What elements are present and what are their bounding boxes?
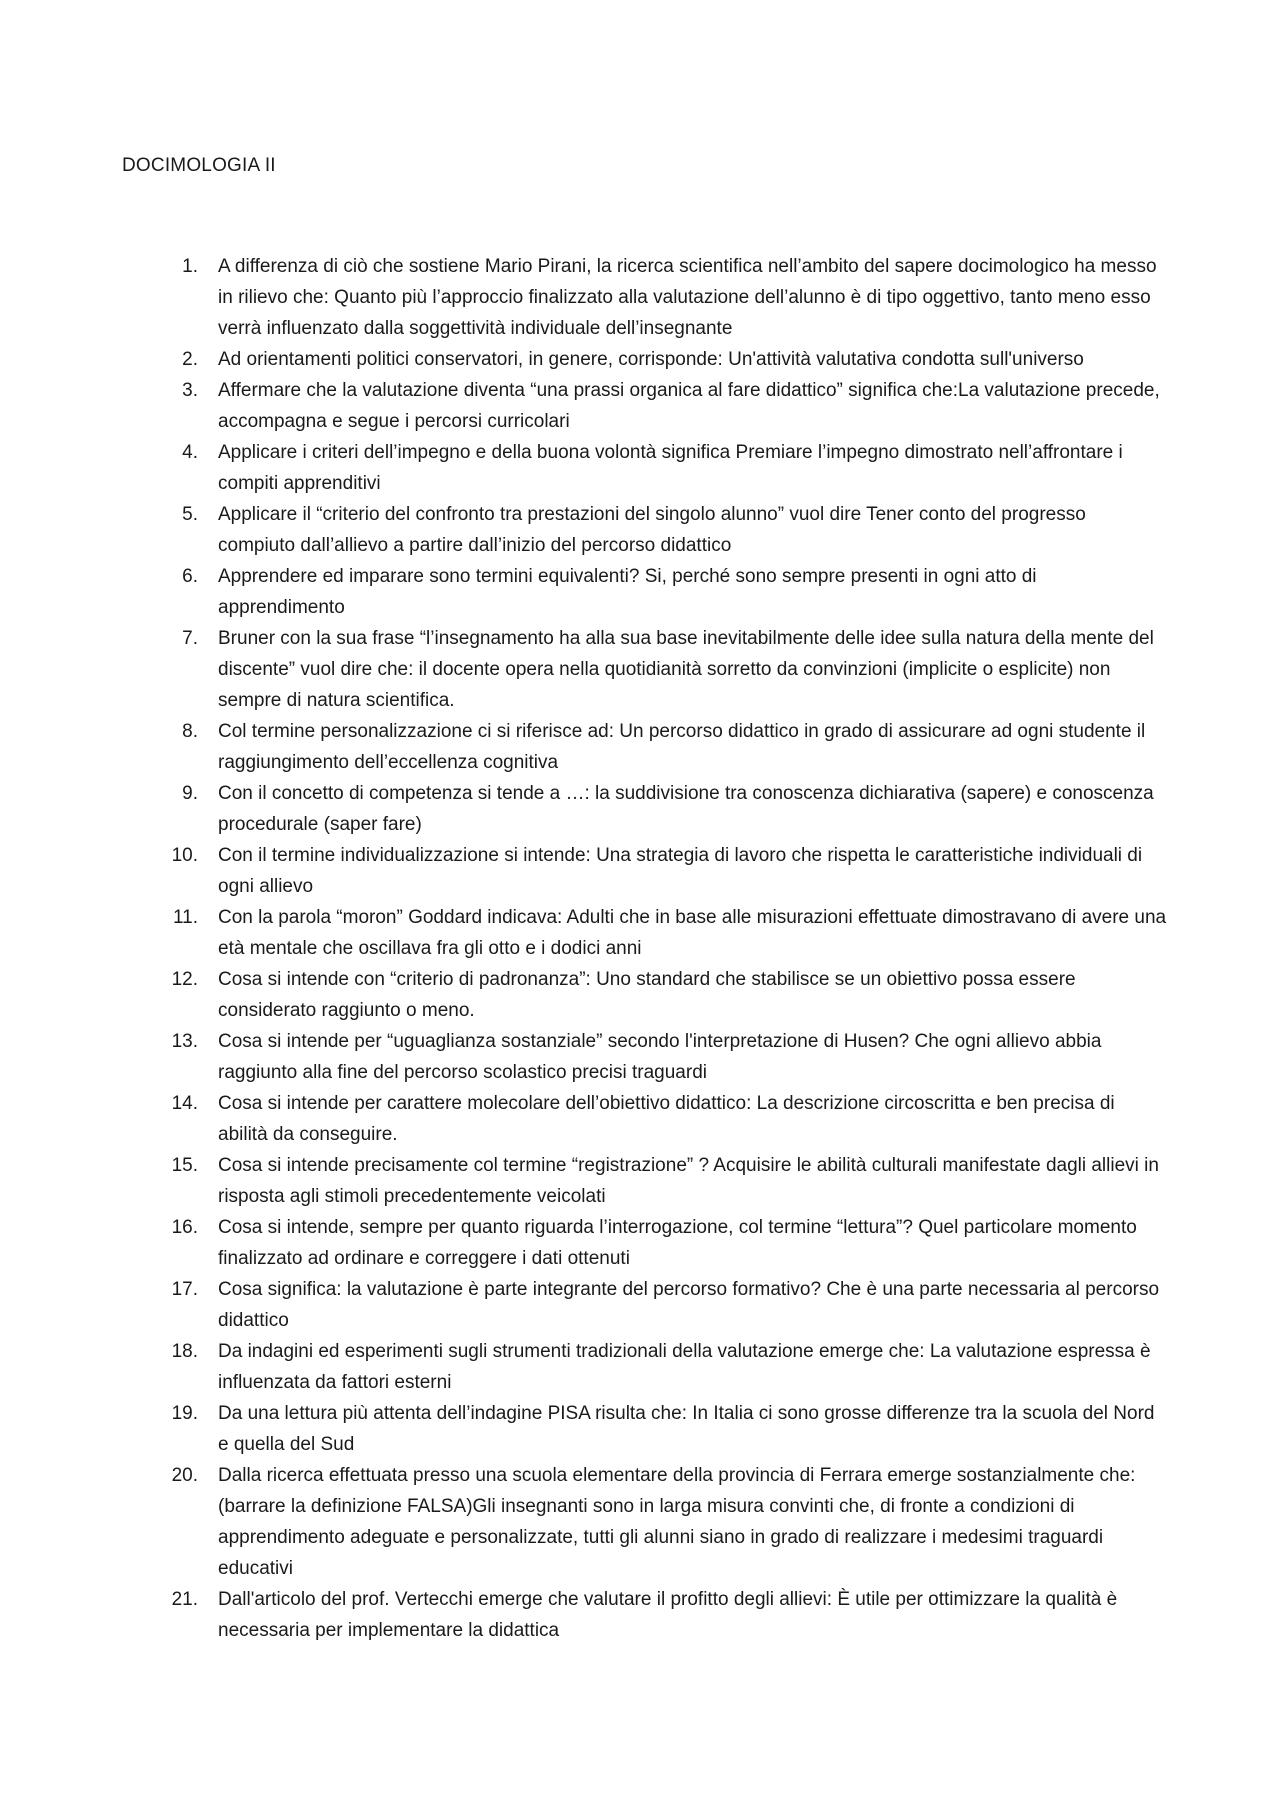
item-text: Cosa si intende con “criterio di padronanza”: Uno standard che stabilisce se un obiettivo possa essere considerato raggiunto o meno.: [218, 969, 1076, 1021]
item-number: 14.: [171, 1093, 198, 1114]
item-number: 18.: [171, 1341, 198, 1362]
item-number: 12.: [171, 969, 198, 990]
item-text: Applicare il “criterio del confronto tra prestazioni del singolo alunno” vuol dire Tener conto del progresso compiuto dall’allievo a partire dall’inizio del percorso didattico: [218, 504, 1086, 556]
item-number: 19.: [171, 1403, 198, 1424]
question-answer-list: [122, 251, 1167, 1646]
list-item: [122, 1336, 1167, 1398]
item-text: Cosa si intende per “uguaglianza sostanziale” secondo l'interpretazione di Husen? Che ogni allievo abbia raggiunto alla fine del percorso scolastico precisi traguardi: [218, 1031, 1102, 1083]
list-item: [122, 1274, 1167, 1336]
list-item: [122, 1088, 1167, 1150]
list-item: [122, 499, 1167, 561]
item-number: 15.: [171, 1155, 198, 1176]
item-text: Bruner con la sua frase “l’insegnamento ha alla sua base inevitabilmente delle idee sulla natura della mente del discente” vuol dire che: il docente opera nella quotidianità sorretto da convinzioni (implicite o esplicite) non sempre di natura scientifica.: [218, 628, 1154, 711]
item-number: 6.: [182, 566, 198, 587]
list-item: [122, 840, 1167, 902]
item-text: Da indagini ed esperimenti sugli strumenti tradizionali della valutazione emerge che: La valutazione espressa è influenzata da fattori esterni: [218, 1341, 1151, 1393]
item-number: 21.: [171, 1589, 198, 1610]
item-text: Con il concetto di competenza si tende a …: la suddivisione tra conoscenza dichiarativa (sapere) e conoscenza procedurale (saper fare): [218, 783, 1154, 835]
document-title: DOCIMOLOGIA II: [122, 155, 276, 176]
list-item: [122, 1150, 1167, 1212]
list-item: [122, 561, 1167, 623]
list-item: [122, 437, 1167, 499]
list-item: [122, 902, 1167, 964]
item-text: Apprendere ed imparare sono termini equivalenti? Si, perché sono sempre presenti in ogni atto di apprendimento: [218, 566, 1037, 618]
list-item: [122, 1026, 1167, 1088]
item-text: Cosa si intende, sempre per quanto riguarda l’interrogazione, col termine “lettura”? Quel particolare momento finalizzato ad ordinare e correggere i dati ottenuti: [218, 1217, 1137, 1269]
item-text: Dalla ricerca effettuata presso una scuola elementare della provincia di Ferrara emerge sostanzialmente che: (barrare la definizione FALSA)Gli insegnanti sono in larga misura convinti che, di fronte a condizioni di apprendimento adeguate e personalizzate, tutti gli alunni siano in grado di realizzare i medesimi traguardi educativi: [218, 1465, 1136, 1579]
item-text: Dall'articolo del prof. Vertecchi emerge che valutare il profitto degli allievi: È utile per ottimizzare la qualità è necessaria per implementare la didattica: [218, 1589, 1118, 1641]
list-item: [122, 964, 1167, 1026]
item-number: 2.: [182, 349, 198, 370]
list-item: [122, 716, 1167, 778]
item-number: 10.: [171, 845, 198, 866]
item-number: 20.: [171, 1465, 198, 1486]
item-text: A differenza di ciò che sostiene Mario Pirani, la ricerca scientifica nell’ambito del sapere docimologico ha messo in rilievo che: Quanto più l’approccio finalizzato alla valutazione dell’alunno è di tipo oggettivo, tanto meno esso verrà influenzato dalla soggettività individuale dell’insegnante: [218, 256, 1157, 339]
item-text: Cosa si intende precisamente col termine “registrazione” ? Acquisire le abilità culturali manifestate dagli allievi in risposta agli stimoli precedentemente veicolati: [218, 1155, 1159, 1207]
item-number: 5.: [182, 504, 198, 525]
item-number: 9.: [182, 783, 198, 804]
item-text: Applicare i criteri dell’impegno e della buona volontà significa Premiare l’impegno dimostrato nell’affrontare i compiti apprenditivi: [218, 442, 1123, 494]
list-item: [122, 778, 1167, 840]
item-text: Affermare che la valutazione diventa “una prassi organica al fare didattico” significa che:La valutazione precede, accompagna e segue i percorsi curricolari: [218, 380, 1160, 432]
item-number: 17.: [171, 1279, 198, 1300]
list-item: [122, 1460, 1167, 1584]
item-number: 1.: [182, 256, 198, 277]
list-item: [122, 251, 1167, 344]
list-item: [122, 1584, 1167, 1646]
item-text: Con il termine individualizzazione si intende: Una strategia di lavoro che rispetta le caratteristiche individuali di ogni allievo: [218, 845, 1143, 897]
list-item: [122, 344, 1167, 375]
item-text: Da una lettura più attenta dell’indagine PISA risulta che: In Italia ci sono grosse differenze tra la scuola del Nord e quella del Sud: [218, 1403, 1155, 1455]
item-number: 16.: [171, 1217, 198, 1238]
item-text: Col termine personalizzazione ci si riferisce ad: Un percorso didattico in grado di assicurare ad ogni studente il raggiungimento dell’eccellenza cognitiva: [218, 721, 1146, 773]
item-number: 8.: [182, 721, 198, 742]
list-item: [122, 623, 1167, 716]
list-item: [122, 1212, 1167, 1274]
item-text: Ad orientamenti politici conservatori, in genere, corrisponde: Un'attività valutativa condotta sull'universo: [218, 349, 1084, 370]
item-text: Cosa significa: la valutazione è parte integrante del percorso formativo? Che è una parte necessaria al percorso didattico: [218, 1279, 1160, 1331]
list-item: [122, 375, 1167, 437]
item-number: 11.: [172, 907, 198, 928]
item-text: Cosa si intende per carattere molecolare dell’obiettivo didattico: La descrizione circoscritta e ben precisa di abilità da conseguire.: [218, 1093, 1115, 1145]
list-item: [122, 1398, 1167, 1460]
item-number: 7.: [182, 628, 198, 649]
item-number: 3.: [182, 380, 198, 401]
item-number: 4.: [182, 442, 198, 463]
item-text: Con la parola “moron” Goddard indicava: Adulti che in base alle misurazioni effettuate dimostravano di avere una età mentale che oscillava fra gli otto e i dodici anni: [218, 907, 1167, 959]
item-number: 13.: [171, 1031, 198, 1052]
